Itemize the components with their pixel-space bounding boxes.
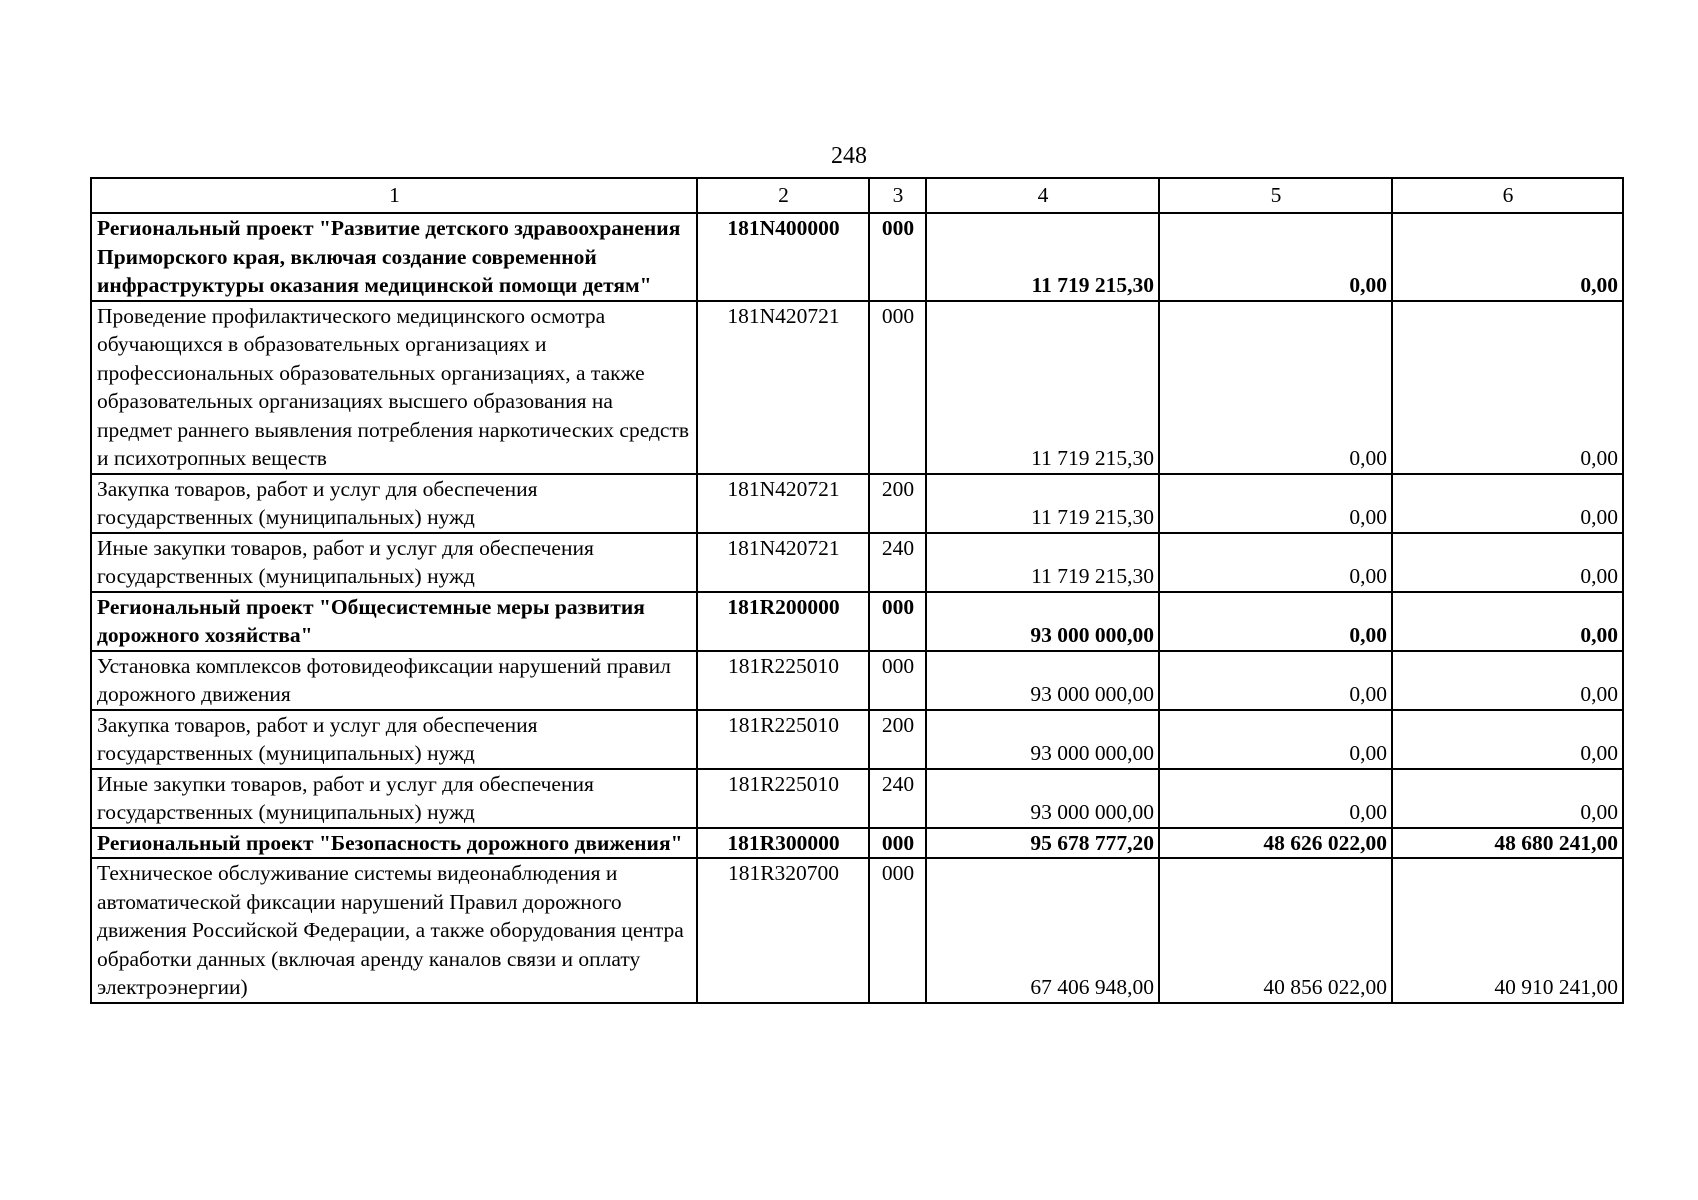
row-value-col4-cell: 93 000 000,00 xyxy=(926,651,1159,710)
budget-table xyxy=(90,177,1624,1004)
row-expense-type-cell: 000 xyxy=(869,828,926,859)
row-value-col6-cell: 40 910 241,00 xyxy=(1392,858,1623,1003)
row-value-col5-cell: 0,00 xyxy=(1159,474,1392,533)
table-row xyxy=(91,533,1623,592)
row-expense-type-cell: 000 xyxy=(869,651,926,710)
row-value-col4-cell: 11 719 215,30 xyxy=(926,301,1159,474)
table-row xyxy=(91,474,1623,533)
column-header-5: 5 xyxy=(1159,178,1392,213)
row-value-col5-cell: 40 856 022,00 xyxy=(1159,858,1392,1003)
column-header-2: 2 xyxy=(697,178,869,213)
row-name-cell: Проведение профилактического медицинского осмотра обучающихся в образовательных организациях и профессиональных образовательных организациях, а также образовательных организациях высшего образования на предмет раннего выявления потребления наркотических средств и психотропных веществ xyxy=(91,301,697,474)
row-code-cell: 181N400000 xyxy=(697,213,869,301)
row-expense-type-cell: 240 xyxy=(869,769,926,828)
row-value-col4-cell: 93 000 000,00 xyxy=(926,769,1159,828)
row-value-col6-cell: 0,00 xyxy=(1392,474,1623,533)
row-code-cell: 181N420721 xyxy=(697,533,869,592)
row-value-col6-cell: 0,00 xyxy=(1392,769,1623,828)
row-value-col5-cell: 0,00 xyxy=(1159,769,1392,828)
row-value-col4-cell: 11 719 215,30 xyxy=(926,533,1159,592)
column-header-1: 1 xyxy=(91,178,697,213)
row-expense-type-cell: 200 xyxy=(869,474,926,533)
row-value-col5-cell: 0,00 xyxy=(1159,592,1392,651)
table-row xyxy=(91,592,1623,651)
row-value-col6-cell: 0,00 xyxy=(1392,533,1623,592)
row-value-col4-cell: 95 678 777,20 xyxy=(926,828,1159,859)
table-row xyxy=(91,301,1623,474)
table-header-row xyxy=(91,178,1623,213)
row-expense-type-cell: 000 xyxy=(869,301,926,474)
row-expense-type-cell: 240 xyxy=(869,533,926,592)
column-header-6: 6 xyxy=(1392,178,1623,213)
row-value-col4-cell: 67 406 948,00 xyxy=(926,858,1159,1003)
row-name-cell: Иные закупки товаров, работ и услуг для обеспечения государственных (муниципальных) нужд xyxy=(91,769,697,828)
table-row xyxy=(91,769,1623,828)
row-value-col6-cell: 0,00 xyxy=(1392,213,1623,301)
row-code-cell: 181R300000 xyxy=(697,828,869,859)
row-value-col6-cell: 48 680 241,00 xyxy=(1392,828,1623,859)
row-name-cell: Иные закупки товаров, работ и услуг для обеспечения государственных (муниципальных) нужд xyxy=(91,533,697,592)
table-row xyxy=(91,828,1623,859)
table-row xyxy=(91,213,1623,301)
row-value-col5-cell: 0,00 xyxy=(1159,301,1392,474)
table-row xyxy=(91,651,1623,710)
row-value-col4-cell: 93 000 000,00 xyxy=(926,710,1159,769)
row-name-cell: Региональный проект "Развитие детского здравоохранения Приморского края, включая создание современной инфраструктуры оказания медицинской помощи детям" xyxy=(91,213,697,301)
row-value-col4-cell: 93 000 000,00 xyxy=(926,592,1159,651)
row-value-col4-cell: 11 719 215,30 xyxy=(926,213,1159,301)
row-expense-type-cell: 000 xyxy=(869,592,926,651)
table-row xyxy=(91,858,1623,1003)
row-value-col6-cell: 0,00 xyxy=(1392,651,1623,710)
row-value-col6-cell: 0,00 xyxy=(1392,592,1623,651)
column-header-3: 3 xyxy=(869,178,926,213)
row-expense-type-cell: 200 xyxy=(869,710,926,769)
row-value-col5-cell: 0,00 xyxy=(1159,533,1392,592)
row-value-col5-cell: 0,00 xyxy=(1159,651,1392,710)
table-row xyxy=(91,710,1623,769)
row-name-cell: Региональный проект "Общесистемные меры развития дорожного хозяйства" xyxy=(91,592,697,651)
row-expense-type-cell: 000 xyxy=(869,213,926,301)
row-code-cell: 181N420721 xyxy=(697,474,869,533)
row-value-col6-cell: 0,00 xyxy=(1392,710,1623,769)
page-number: 248 xyxy=(831,143,867,169)
column-header-4: 4 xyxy=(926,178,1159,213)
row-value-col5-cell: 48 626 022,00 xyxy=(1159,828,1392,859)
row-expense-type-cell: 000 xyxy=(869,858,926,1003)
row-name-cell: Закупка товаров, работ и услуг для обеспечения государственных (муниципальных) нужд xyxy=(91,474,697,533)
row-code-cell: 181R200000 xyxy=(697,592,869,651)
row-code-cell: 181N420721 xyxy=(697,301,869,474)
row-value-col6-cell: 0,00 xyxy=(1392,301,1623,474)
row-code-cell: 181R225010 xyxy=(697,651,869,710)
row-name-cell: Техническое обслуживание системы видеонаблюдения и автоматической фиксации нарушений Правил дорожного движения Российской Федерации, а также оборудования центра обработки данных (включая аренду каналов связи и оплату электроэнергии) xyxy=(91,858,697,1003)
row-name-cell: Установка комплексов фотовидеофиксации нарушений правил дорожного движения xyxy=(91,651,697,710)
row-code-cell: 181R320700 xyxy=(697,858,869,1003)
row-value-col5-cell: 0,00 xyxy=(1159,710,1392,769)
row-name-cell: Региональный проект "Безопасность дорожного движения" xyxy=(91,828,697,859)
row-code-cell: 181R225010 xyxy=(697,769,869,828)
row-value-col4-cell: 11 719 215,30 xyxy=(926,474,1159,533)
row-code-cell: 181R225010 xyxy=(697,710,869,769)
row-value-col5-cell: 0,00 xyxy=(1159,213,1392,301)
row-name-cell: Закупка товаров, работ и услуг для обеспечения государственных (муниципальных) нужд xyxy=(91,710,697,769)
